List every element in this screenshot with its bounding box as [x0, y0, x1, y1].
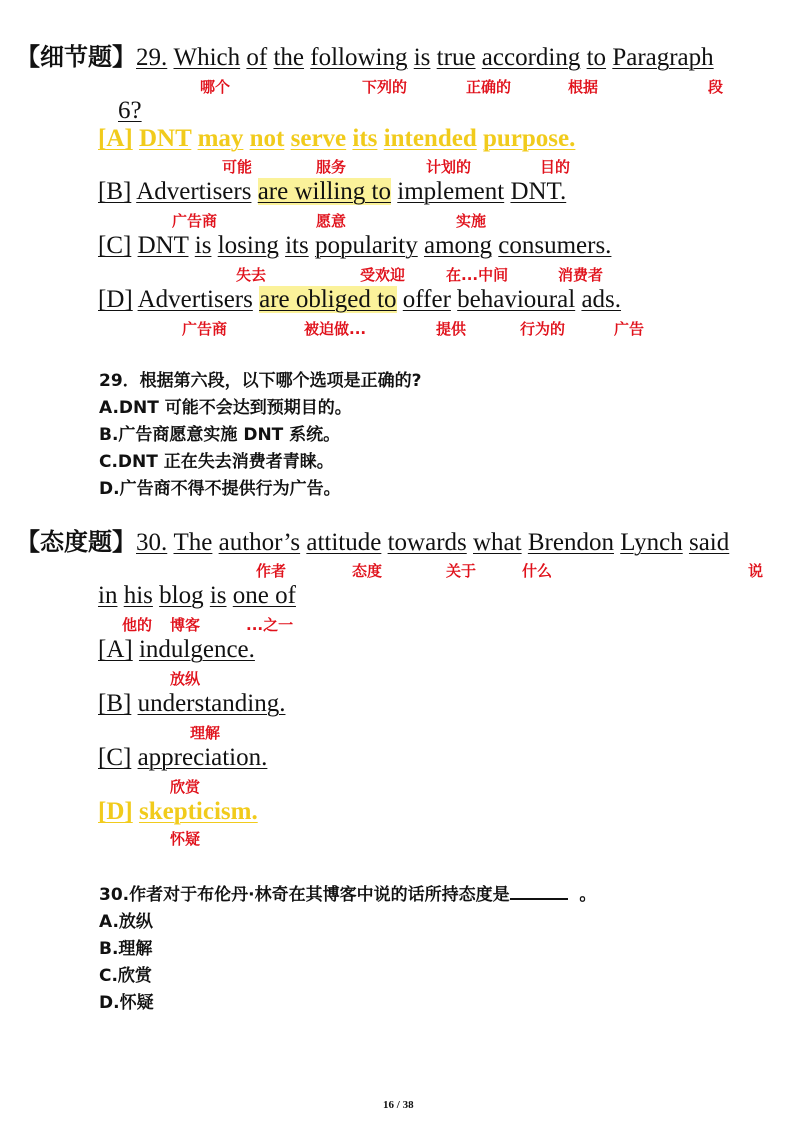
gloss: 在...中间	[446, 266, 509, 284]
gloss: 正确的	[466, 78, 512, 96]
gloss: 失去	[236, 266, 267, 284]
option-a	[98, 635, 255, 665]
option-word: DNT.	[510, 178, 567, 205]
option-c	[98, 743, 267, 773]
gloss: 欣赏	[170, 778, 201, 796]
gloss: 消费者	[558, 266, 604, 284]
translation-line: 29．根据第六段，以下哪个选项是正确的?	[99, 371, 422, 391]
option-word: DNT	[138, 125, 192, 152]
gloss: 放纵	[170, 670, 201, 688]
stem-word: true	[436, 44, 476, 71]
gloss: 愿意	[316, 212, 347, 230]
option-c	[98, 231, 611, 261]
stem-word: the	[273, 44, 305, 71]
stem-word: of	[246, 44, 268, 71]
translation-end: 。	[579, 885, 597, 905]
translation-stem	[99, 884, 596, 906]
gloss: 行为的	[520, 320, 566, 338]
stem-word: following	[310, 44, 408, 71]
gloss: 段	[708, 78, 724, 96]
option-word: appreciation.	[137, 744, 268, 771]
stem-word: The	[173, 529, 213, 556]
gloss: 计划的	[426, 158, 472, 176]
option-b	[98, 689, 285, 719]
page-separator: /	[396, 1099, 400, 1111]
gloss: 关于	[446, 562, 477, 580]
gloss: 提供	[436, 320, 467, 338]
gloss: 态度	[352, 562, 383, 580]
question-type-tag: 【细节题】	[16, 43, 136, 71]
option-b	[98, 177, 566, 207]
gloss: 服务	[316, 158, 347, 176]
translation-line: D.怀疑	[99, 993, 154, 1013]
gloss: ...之一	[246, 616, 294, 634]
total-pages: 38	[402, 1099, 414, 1111]
gloss: 广告	[614, 320, 645, 338]
option-word: offer	[402, 286, 451, 313]
option-a	[98, 124, 575, 154]
stem-word: what	[473, 529, 522, 556]
translation-line: D.广告商不得不提供行为广告。	[99, 479, 341, 499]
stem-word: Which	[173, 44, 241, 71]
gloss: 理解	[190, 724, 221, 742]
stem-word: blog	[159, 582, 204, 609]
highlighted-phrase: are willing to	[257, 178, 392, 205]
option-letter: [A]	[98, 636, 133, 663]
question-29-stem-line2: 6?	[118, 97, 142, 124]
option-letter: [B]	[98, 178, 132, 205]
option-word: DNT	[137, 232, 189, 259]
current-page: 16	[383, 1099, 394, 1111]
stem-word: said	[688, 529, 730, 556]
stem-word: Paragraph	[612, 44, 714, 71]
option-word: among	[423, 232, 493, 259]
gloss: 被迫做...	[304, 320, 367, 338]
option-word: losing	[217, 232, 279, 259]
gloss: 广告商	[182, 320, 228, 338]
highlighted-phrase: are obliged to	[259, 286, 397, 313]
option-letter: [D]	[98, 798, 133, 825]
translation-line: B.广告商愿意实施 DNT 系统。	[99, 425, 341, 445]
option-word: its	[352, 125, 378, 152]
question-30-stem	[16, 527, 729, 558]
option-word: behavioural	[457, 286, 576, 313]
option-d	[98, 285, 621, 315]
stem-word: Lynch	[620, 529, 683, 556]
option-word: intended	[383, 125, 477, 152]
gloss: 怀疑	[170, 830, 201, 848]
option-word: purpose.	[483, 125, 576, 152]
option-letter: [B]	[98, 690, 132, 717]
option-letter: [D]	[98, 286, 133, 313]
stem-word: in	[98, 582, 118, 609]
option-word: its	[285, 232, 309, 259]
gloss: 作者	[256, 562, 287, 580]
translation-line: 30.作者对于布伦丹·林奇在其博客中说的话所持态度是	[99, 885, 510, 905]
gloss: 广告商	[172, 212, 218, 230]
question-29-stem	[16, 42, 714, 73]
option-word: Advertisers	[137, 286, 253, 313]
option-word: implement	[397, 178, 505, 205]
stem-word: according	[481, 44, 581, 71]
gloss: 哪个	[200, 78, 231, 96]
gloss: 可能	[222, 158, 253, 176]
stem-word: towards	[387, 529, 467, 556]
answer-blank	[510, 884, 568, 900]
gloss: 目的	[540, 158, 571, 176]
option-word: serve	[290, 125, 347, 152]
option-word: understanding.	[137, 690, 286, 717]
translation-line: C.DNT 正在失去消费者青睐。	[99, 452, 334, 472]
gloss: 说	[748, 562, 764, 580]
option-d	[98, 797, 258, 827]
stem-word: is	[209, 582, 227, 609]
option-word: not	[249, 125, 285, 152]
question-number: 29.	[136, 44, 168, 71]
gloss: 根据	[568, 78, 599, 96]
option-word: consumers.	[498, 232, 612, 259]
translation-line: C.欣赏	[99, 966, 152, 986]
option-word: is	[194, 232, 212, 259]
gloss: 下列的	[362, 78, 408, 96]
option-letter: [A]	[98, 125, 133, 152]
stem-word: his	[123, 582, 153, 609]
stem-word: author’s	[218, 529, 301, 556]
option-word: Advertisers	[136, 178, 252, 205]
stem-word: Brendon	[527, 529, 614, 556]
page-number	[383, 1099, 414, 1111]
stem-word: attitude	[306, 529, 382, 556]
question-30-stem-line2	[98, 581, 296, 611]
gloss: 什么	[522, 562, 553, 580]
option-word: popularity	[314, 232, 418, 259]
stem-word: is	[413, 44, 431, 71]
question-type-tag: 【态度题】	[16, 528, 136, 556]
gloss: 博客	[170, 616, 201, 634]
option-letter: [C]	[98, 232, 132, 259]
question-number: 30.	[136, 529, 168, 556]
translation-line: B.理解	[99, 939, 153, 959]
gloss: 实施	[456, 212, 487, 230]
stem-word: to	[586, 44, 607, 71]
translation-line: A.DNT 可能不会达到预期目的。	[99, 398, 352, 418]
option-letter: [C]	[98, 744, 132, 771]
stem-word: one of	[232, 582, 296, 609]
option-word: indulgence.	[138, 636, 255, 663]
option-word: may	[197, 125, 244, 152]
gloss: 受欢迎	[360, 266, 406, 284]
translation-line: A.放纵	[99, 912, 153, 932]
gloss: 他的	[122, 616, 153, 634]
option-word: ads.	[581, 286, 622, 313]
option-word: skepticism.	[138, 798, 258, 825]
